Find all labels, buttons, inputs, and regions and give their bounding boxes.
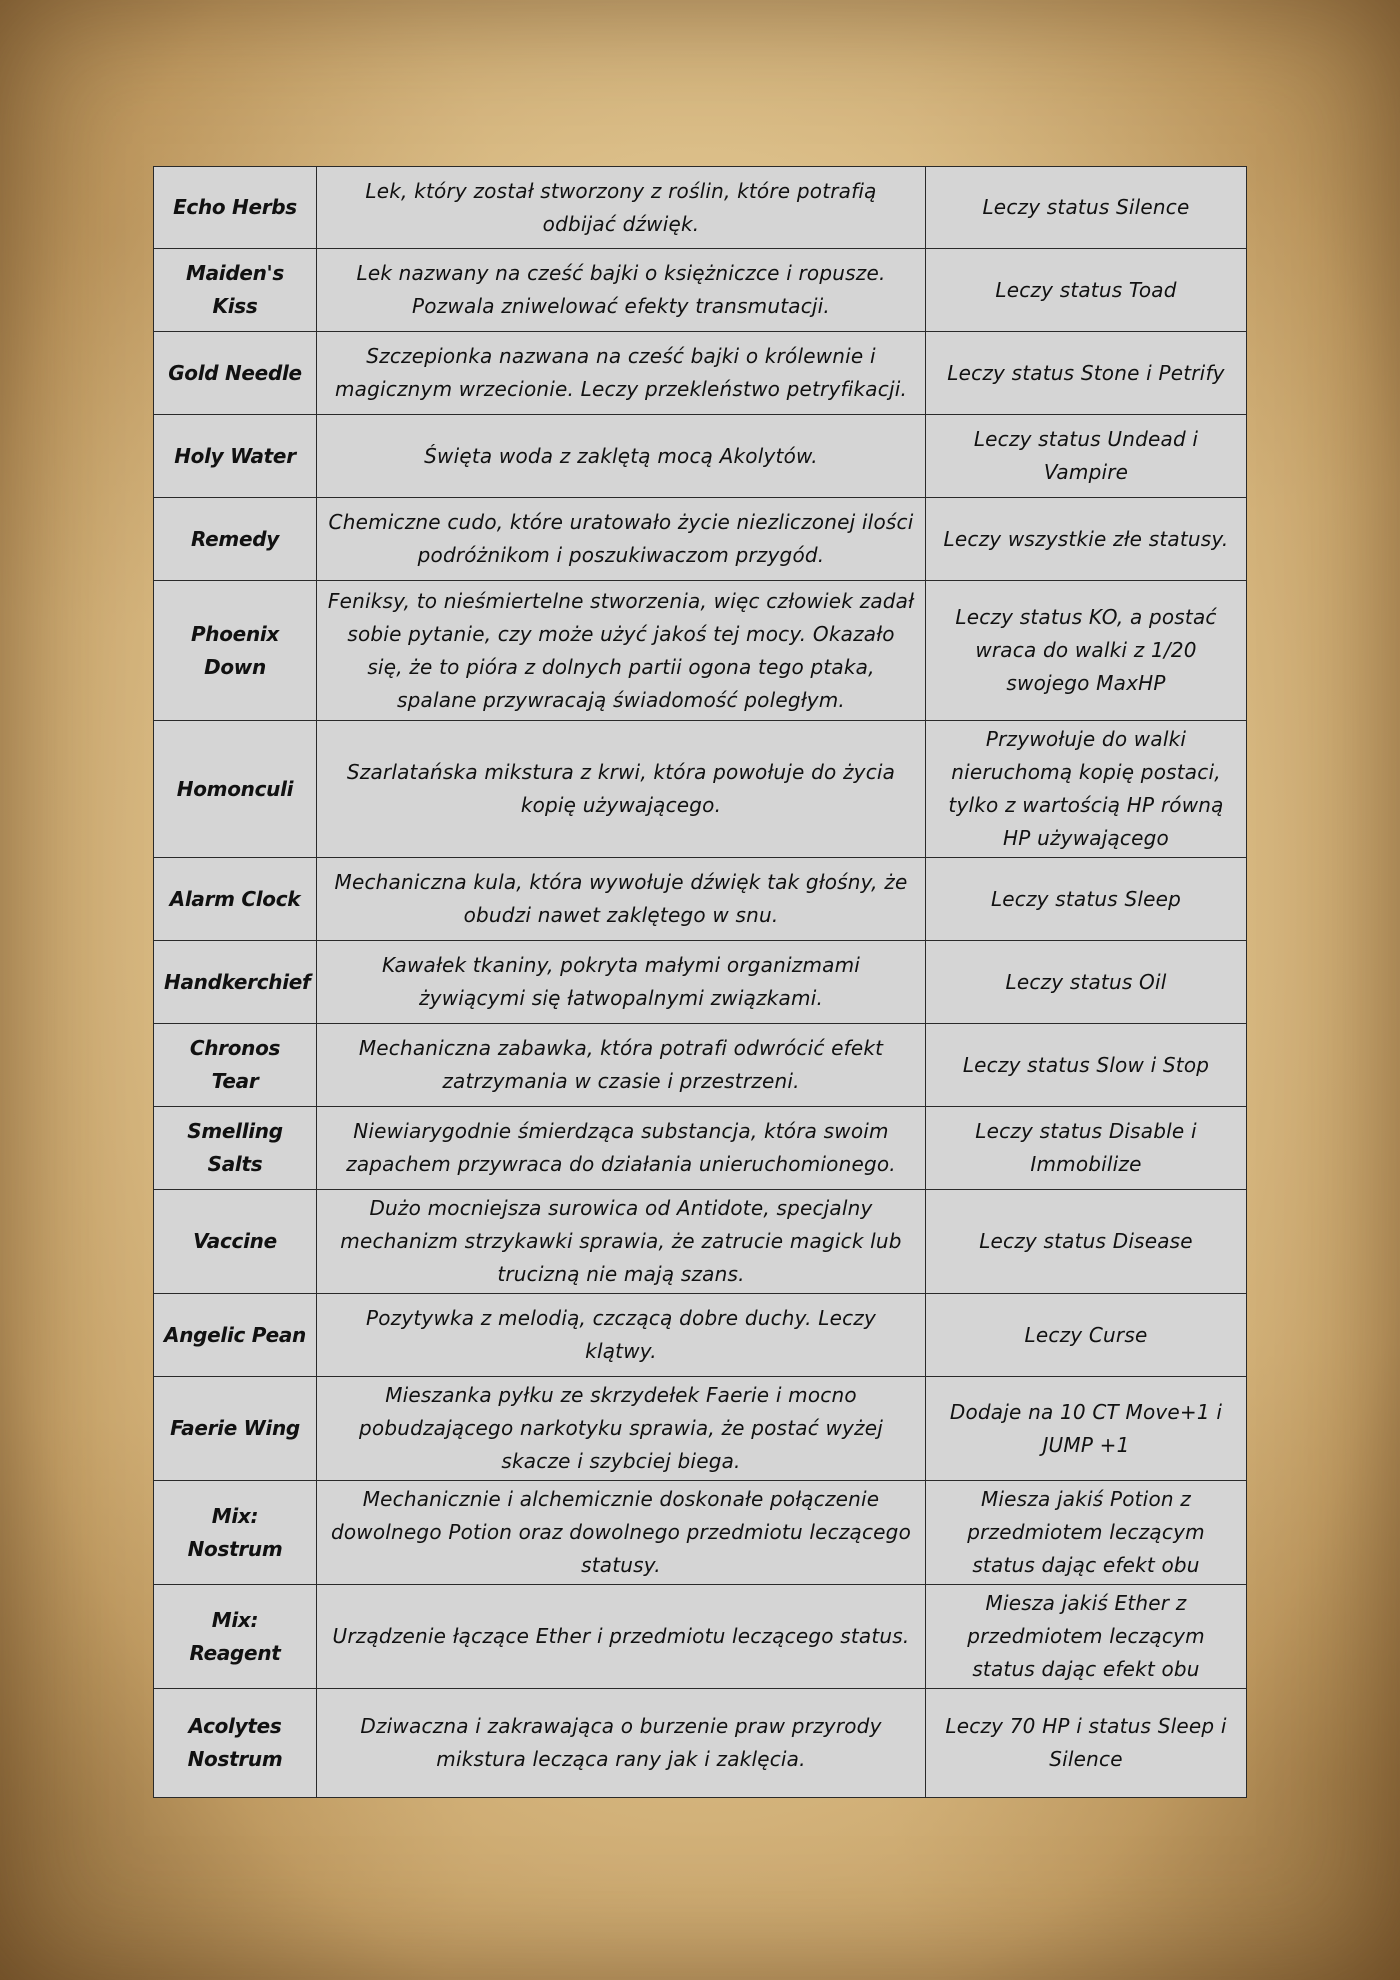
table-row <box>154 415 1247 498</box>
item-description: Urządzenie łączące Ether i przedmiotu leczącego status. <box>317 1585 926 1689</box>
item-description: Kawałek tkaniny, pokryta małymi organizmami żywiącymi się łatwopalnymi związkami. <box>317 941 926 1024</box>
item-description: Lek nazwany na cześć bajki o księżniczce i ropusze. Pozwala zniwelować efekty transmutacji. <box>317 249 926 332</box>
item-description: Lek, który został stworzony z roślin, które potrafią odbijać dźwięk. <box>317 167 926 249</box>
table-row <box>154 1481 1247 1585</box>
table-row <box>154 1689 1247 1798</box>
table-row <box>154 167 1247 249</box>
item-effect: Leczy status Disable i Immobilize <box>926 1107 1247 1190</box>
item-effect: Leczy 70 HP i status Sleep i Silence <box>926 1689 1247 1798</box>
item-effect: Leczy status Silence <box>926 167 1247 249</box>
item-description: Feniksy, to nieśmiertelne stworzenia, więc człowiek zadał sobie pytanie, czy może użyć jakoś tej mocy. Okazało się, że to pióra z dolnych partii ogona tego ptaka, spalane przywracają świadomość poległym. <box>317 581 926 721</box>
item-name: Alarm Clock <box>154 858 317 941</box>
item-effect: Leczy status Stone i Petrify <box>926 332 1247 415</box>
item-description: Mechanicznie i alchemicznie doskonałe połączenie dowolnego Potion oraz dowolnego przedmiotu leczącego statusy. <box>317 1481 926 1585</box>
item-name: Holy Water <box>154 415 317 498</box>
item-effect: Dodaje na 10 CT Move+1 i JUMP +1 <box>926 1377 1247 1481</box>
table-row <box>154 1294 1247 1377</box>
item-name: Maiden's Kiss <box>154 249 317 332</box>
item-name: Gold Needle <box>154 332 317 415</box>
item-description: Święta woda z zaklętą mocą Akolytów. <box>317 415 926 498</box>
table-row <box>154 858 1247 941</box>
table-row <box>154 498 1247 581</box>
item-description: Dziwaczna i zakrawająca o burzenie praw przyrody mikstura lecząca rany jak i zaklęcia. <box>317 1689 926 1798</box>
item-description: Dużo mocniejsza surowica od Antidote, specjalny mechanizm strzykawki sprawia, że zatrucie magick lub trucizną nie mają szans. <box>317 1190 926 1294</box>
item-effect: Leczy status KO, a postać wraca do walki z 1/20 swojego MaxHP <box>926 581 1247 721</box>
item-name: Handkerchief <box>154 941 317 1024</box>
table-row <box>154 581 1247 721</box>
item-name: Chronos Tear <box>154 1024 317 1107</box>
item-effect: Miesza jakiś Ether z przedmiotem leczącym status dając efekt obu <box>926 1585 1247 1689</box>
item-name: Angelic Pean <box>154 1294 317 1377</box>
item-name: Faerie Wing <box>154 1377 317 1481</box>
item-name: Echo Herbs <box>154 167 317 249</box>
item-effect: Leczy status Sleep <box>926 858 1247 941</box>
table-row <box>154 1377 1247 1481</box>
table-row <box>154 332 1247 415</box>
table-row <box>154 1190 1247 1294</box>
item-description: Mechaniczna kula, która wywołuje dźwięk tak głośny, że obudzi nawet zaklętego w snu. <box>317 858 926 941</box>
item-effect: Leczy status Toad <box>926 249 1247 332</box>
item-effect: Miesza jakiś Potion z przedmiotem leczącym status dając efekt obu <box>926 1481 1247 1585</box>
item-effect: Leczy status Oil <box>926 941 1247 1024</box>
item-name: Remedy <box>154 498 317 581</box>
item-description: Szarlatańska mikstura z krwi, która powołuje do życia kopię używającego. <box>317 721 926 858</box>
item-description: Mieszanka pyłku ze skrzydełek Faerie i mocno pobudzającego narkotyku sprawia, że postać wyżej skacze i szybciej biega. <box>317 1377 926 1481</box>
table-row <box>154 1107 1247 1190</box>
item-effect: Leczy Curse <box>926 1294 1247 1377</box>
item-effect: Leczy wszystkie złe statusy. <box>926 498 1247 581</box>
item-effect: Przywołuje do walki nieruchomą kopię postaci, tylko z wartością HP równą HP używającego <box>926 721 1247 858</box>
item-description: Mechaniczna zabawka, która potrafi odwrócić efekt zatrzymania w czasie i przestrzeni. <box>317 1024 926 1107</box>
item-name: Phoenix Down <box>154 581 317 721</box>
item-description: Chemiczne cudo, które uratowało życie niezliczonej ilości podróżnikom i poszukiwaczom przygód. <box>317 498 926 581</box>
item-effect: Leczy status Disease <box>926 1190 1247 1294</box>
item-effect: Leczy status Slow i Stop <box>926 1024 1247 1107</box>
item-description: Szczepionka nazwana na cześć bajki o królewnie i magicznym wrzecionie. Leczy przekleństwo petryfikacji. <box>317 332 926 415</box>
item-name: Homonculi <box>154 721 317 858</box>
item-effect: Leczy status Undead i Vampire <box>926 415 1247 498</box>
item-name: Mix: Reagent <box>154 1585 317 1689</box>
table-row <box>154 1024 1247 1107</box>
item-name: Acolytes Nostrum <box>154 1689 317 1798</box>
item-name: Mix: Nostrum <box>154 1481 317 1585</box>
item-name: Vaccine <box>154 1190 317 1294</box>
item-description: Pozytywka z melodią, czczącą dobre duchy. Leczy klątwy. <box>317 1294 926 1377</box>
items-table <box>153 166 1247 1798</box>
table-row <box>154 1585 1247 1689</box>
item-name: Smelling Salts <box>154 1107 317 1190</box>
table-row <box>154 941 1247 1024</box>
table-row <box>154 721 1247 858</box>
item-description: Niewiarygodnie śmierdząca substancja, która swoim zapachem przywraca do działania unieruchomionego. <box>317 1107 926 1190</box>
table-row <box>154 249 1247 332</box>
